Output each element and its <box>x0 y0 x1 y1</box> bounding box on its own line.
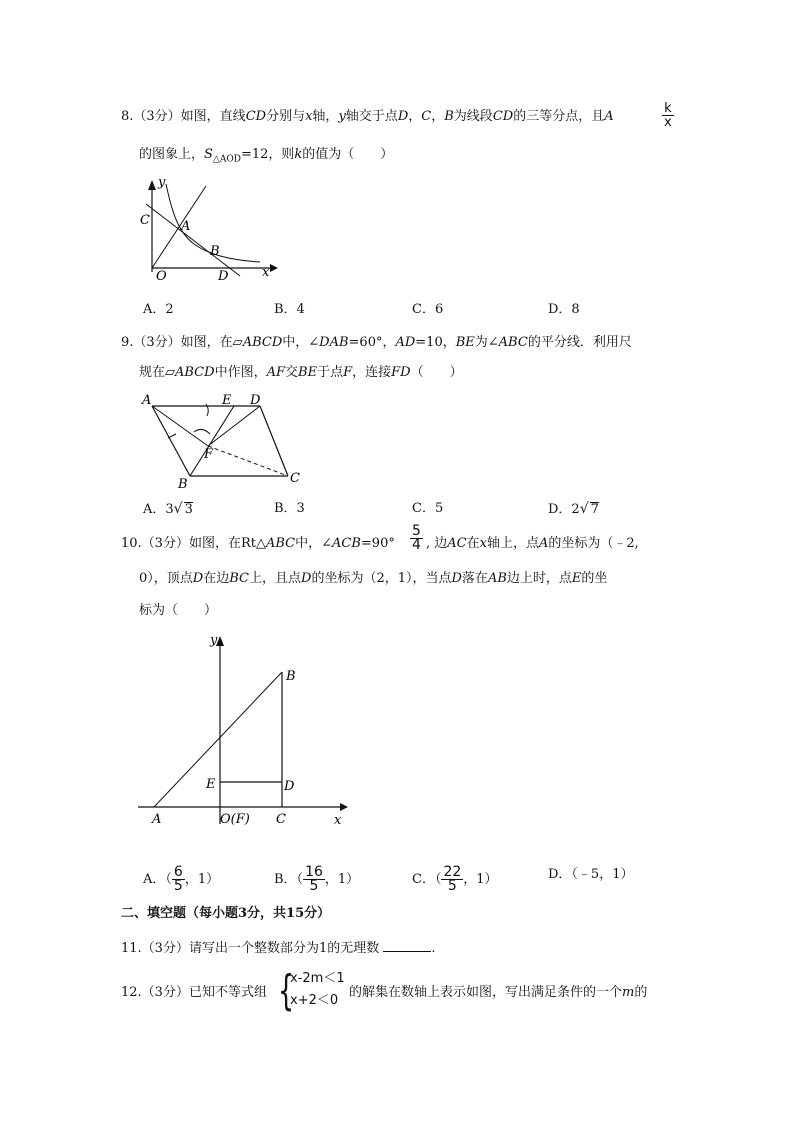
q9-text: 于点 <box>317 365 344 380</box>
q8-frac-den: x <box>664 115 672 130</box>
q11-text-end: . <box>431 941 436 956</box>
q10-text: 的坐 <box>581 571 608 586</box>
q10-label-a: A <box>152 812 162 827</box>
q8-var: y <box>338 109 346 124</box>
q8-text: 轴交于点 <box>345 109 398 124</box>
q9-text: =10， <box>415 335 456 350</box>
q10-text: 在边 <box>203 571 230 586</box>
q8-var: B <box>444 109 454 124</box>
q10-var: ACB <box>332 536 361 551</box>
q9-option-d-radicand: 7 <box>590 502 599 517</box>
q10-option-c-den: 5 <box>441 879 463 893</box>
q9-arc-mark-left <box>168 434 176 438</box>
q9-text: ，连接 <box>352 365 392 380</box>
q8-fraction-k-over-x <box>662 102 674 129</box>
q10-text: 0），顶点 <box>139 571 193 586</box>
q9-var: ABCD <box>242 335 283 350</box>
q9-label-b: B <box>178 477 188 490</box>
q10-line2 <box>139 570 607 588</box>
q10-var: x <box>479 536 487 551</box>
q10-text: 落在 <box>461 571 488 586</box>
q9-text: 为∠ <box>474 335 499 350</box>
q10-label-b: B <box>286 669 296 684</box>
q10-var: E <box>571 571 582 586</box>
q10-text: , 边 <box>426 536 448 551</box>
q10-label-d: D <box>284 779 295 794</box>
q11-text: 11.（3分）请写出一个整数部分为1的无理数 <box>121 941 380 956</box>
q8-var: k <box>294 147 303 162</box>
q10-var: D <box>301 571 312 586</box>
q12-text: 的解集在数轴上表示如图，写出满足条件的一个 <box>349 985 623 1000</box>
q10-text: =90° <box>360 536 395 551</box>
q9-text: 交 <box>285 365 299 380</box>
q8-option-b: B．4 <box>274 302 305 317</box>
q12-var: m <box>622 985 635 1000</box>
q8-line1 <box>121 108 614 126</box>
q12-brace: { <box>278 966 295 1015</box>
q10-option-b <box>274 866 359 893</box>
q9-var: AF <box>266 365 285 380</box>
q10-option-c-pre: C．（ <box>412 872 442 887</box>
q8-line2 <box>139 146 393 169</box>
q8-var: x <box>305 109 313 124</box>
q10-label-of: O(F) <box>220 812 250 827</box>
q10-var: BC <box>229 571 249 586</box>
q8-figure <box>138 172 278 284</box>
q9-var: AD <box>395 335 416 350</box>
q9-arc-mark-center <box>194 429 210 434</box>
q8-text: 的值为（ ） <box>302 147 394 162</box>
q8-text: =12，则 <box>240 147 295 162</box>
q8-x-arrow <box>270 264 278 272</box>
q8-label-y: y <box>158 175 166 190</box>
q9-line2 <box>139 364 463 382</box>
q12-text-start: 12.（3分）已知不等式组 <box>121 985 267 1000</box>
q10-var: AB <box>487 571 507 586</box>
q8-label-d: D <box>218 269 229 284</box>
q9-label-c: C <box>290 471 300 486</box>
q8-text: ， <box>431 109 445 124</box>
q9-segment-af <box>152 406 208 446</box>
q10-x-arrow <box>340 803 348 811</box>
q9-var: DAB <box>319 335 349 350</box>
q10-line1-rest <box>426 535 639 553</box>
q10-option-a-pre: A．（ <box>143 872 172 887</box>
q10-text: 上，且点 <box>248 571 301 586</box>
q10-option-a <box>143 866 219 893</box>
q10-option-b-post: ，1） <box>324 872 360 887</box>
q8-text: 8.（3分）如图，直线 <box>121 109 246 124</box>
q10-option-c <box>412 866 498 893</box>
q8-subscript: △AOD <box>212 154 241 165</box>
q10-line3: 标为（ ） <box>139 603 218 618</box>
q8-text: 的三等分点，且 <box>513 109 605 124</box>
q10-option-b-den: 5 <box>303 879 325 893</box>
q8-label-c: C <box>140 213 150 228</box>
q10-frac-den: 4 <box>412 537 421 553</box>
q9-option-a: A．3√ 3 <box>143 501 193 517</box>
q9-text: 9.（3分）如图，在▱ <box>121 335 243 350</box>
q10-line1 <box>121 535 395 553</box>
q9-text: =60°， <box>348 335 396 350</box>
q8-option-a: A．2 <box>143 302 174 317</box>
q10-text: 中，∠ <box>295 536 333 551</box>
q9-label-d: D <box>250 393 261 408</box>
q9-line1 <box>121 334 632 352</box>
q10-fraction-5-over-4 <box>410 525 423 552</box>
q10-var: D <box>192 571 204 586</box>
q11-answer-blank[interactable] <box>383 939 431 952</box>
q9-var: F <box>343 365 353 380</box>
q9-var: ABC <box>498 335 528 350</box>
q9-label-e: E <box>222 393 232 408</box>
q9-label-a: A <box>142 393 152 408</box>
q8-text: 分别与 <box>266 109 306 124</box>
q8-text: 轴， <box>312 109 339 124</box>
q9-text: 规在▱ <box>139 365 175 380</box>
q10-hypotenuse-ab <box>154 672 282 807</box>
q10-label-c: C <box>276 812 286 827</box>
q9-dashed-fc <box>208 446 288 476</box>
q10-option-a-frac <box>172 866 185 893</box>
q9-option-a-radicand: 3 <box>184 502 193 517</box>
q8-var: A <box>604 109 614 124</box>
section-title-fill-in: 二、填空题（每小题3分，共15分） <box>121 906 331 921</box>
q8-frac-num: k <box>664 101 672 116</box>
q9-text: 中，∠ <box>282 335 320 350</box>
q9-var: BE <box>455 335 475 350</box>
q8-var: D <box>397 109 409 124</box>
q8-y-arrow <box>148 180 156 190</box>
q10-text: 边上时，点 <box>506 571 572 586</box>
q12-text: 的 <box>634 985 648 1000</box>
q9-bisector-be <box>190 406 234 476</box>
q9-option-d: D．2√ 7 <box>548 501 599 517</box>
q9-option-a-text: A．3 <box>143 502 174 517</box>
q8-line-oa <box>152 186 206 268</box>
q9-side-dc <box>260 406 288 476</box>
q8-option-d: D．8 <box>548 302 580 317</box>
q10-var: D <box>451 571 462 586</box>
q9-segment-fd <box>208 406 260 446</box>
q9-option-c: C．5 <box>412 501 444 516</box>
q9-var: BE <box>298 365 318 380</box>
q10-frac-num: 5 <box>412 523 421 539</box>
q8-label-a: A <box>181 219 191 234</box>
q9-label-f: F <box>204 447 214 462</box>
q9-side-ab <box>152 406 190 476</box>
q9-text: 的平分线．利用尺 <box>527 335 632 350</box>
q10-text: 的坐标为（﹣2, <box>548 536 639 551</box>
q9-var: ABCD <box>175 365 215 380</box>
q8-line-cd <box>146 204 240 276</box>
q10-label-x: x <box>334 813 342 828</box>
q8-label-b: B <box>210 244 220 259</box>
q8-text: 为线段 <box>453 109 493 124</box>
q12-inequality-2: x+2＜0 <box>290 993 339 1008</box>
q10-var: AC <box>447 536 467 551</box>
q10-var: A <box>538 536 549 551</box>
q10-label-e: E <box>206 777 216 792</box>
q10-option-b-pre: B．（ <box>274 872 304 887</box>
q10-option-c-num: 22 <box>443 864 462 880</box>
q8-var: S <box>204 147 213 162</box>
q9-var: FD <box>391 365 411 380</box>
q9-option-b: B．3 <box>274 501 305 516</box>
q10-text: 轴上，点 <box>486 536 539 551</box>
q8-var: CD <box>492 109 514 124</box>
q10-label-y: y <box>210 633 218 648</box>
q10-var: ABC <box>265 536 296 551</box>
q10-text: 在 <box>466 536 480 551</box>
q10-option-b-frac <box>303 866 325 893</box>
q9-text: 中作图， <box>214 365 267 380</box>
q12-text-rest <box>349 984 647 1002</box>
q8-var: CD <box>245 109 267 124</box>
q10-option-c-post: ，1） <box>463 872 498 887</box>
q10-option-c-frac <box>441 866 463 893</box>
q12-inequality-1: x-2m＜1 <box>290 971 345 986</box>
q12-inequality-system <box>290 970 345 1014</box>
q10-text: 的坐标为（2，1），当点 <box>311 571 452 586</box>
q9-text: （ ） <box>410 365 463 380</box>
q11-line <box>121 939 436 958</box>
q8-label-x: x <box>262 265 270 280</box>
q10-text: 10.（3分）如图，在Rt△ <box>121 536 266 551</box>
q10-figure <box>134 628 354 832</box>
q8-var: C <box>421 109 432 124</box>
q8-text: 的图象上， <box>139 147 205 162</box>
q10-option-a-num: 6 <box>173 864 183 880</box>
q10-option-a-den: 5 <box>173 878 183 894</box>
q8-text: ， <box>408 109 422 124</box>
q10-option-a-post: ，1） <box>184 872 220 887</box>
q8-label-o: O <box>156 269 167 284</box>
q9-figure <box>138 390 308 490</box>
q10-option-d: D．（﹣5，1） <box>548 867 634 882</box>
q10-option-b-num: 16 <box>305 864 323 880</box>
q9-option-d-text: D．2 <box>548 502 580 517</box>
q8-option-c: C．6 <box>412 302 444 317</box>
